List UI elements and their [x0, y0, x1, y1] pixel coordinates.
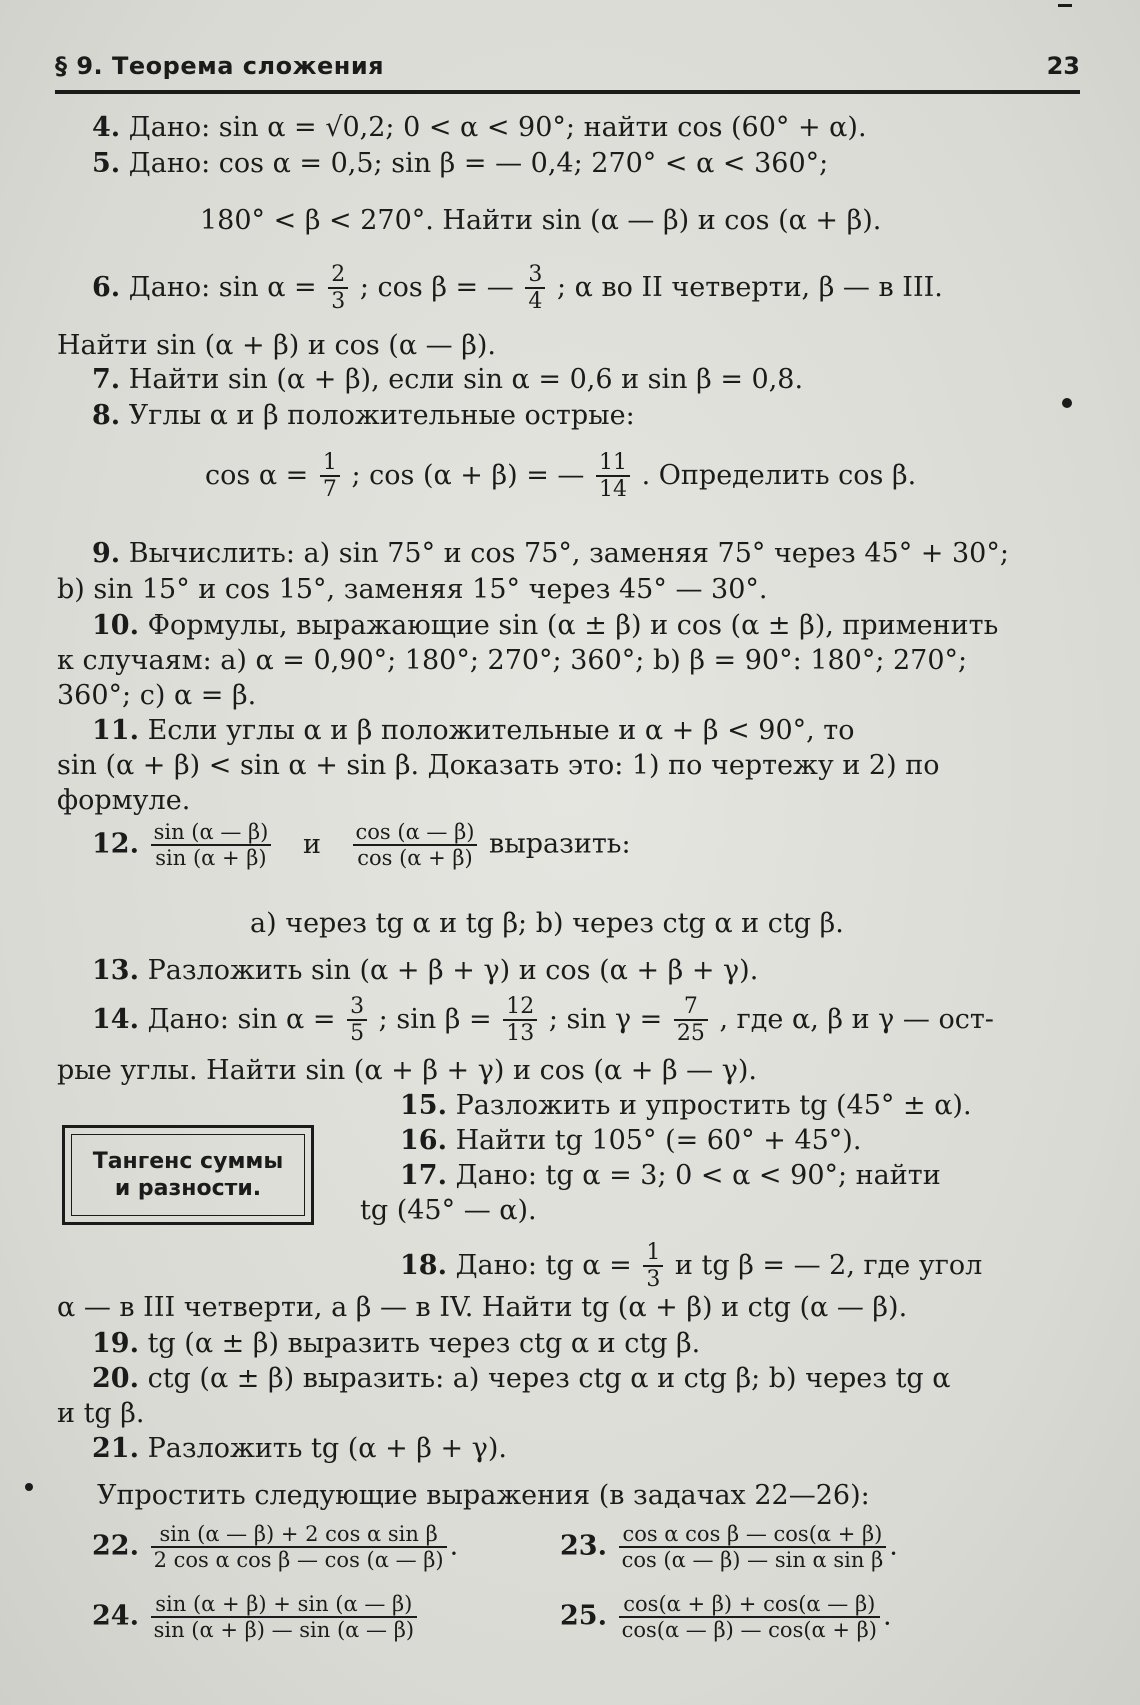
numerator: cos α cos β — cos(α + β) [619, 1522, 887, 1548]
problem-18-cont [57, 1292, 907, 1323]
problem-text: Упростить следующие выражения (в задачах 22—26): [97, 1480, 870, 1511]
problem-text: Разложить sin (α + β + γ) и cos (α + β + γ). [147, 955, 759, 986]
problem-text: ctg (α ± β) выразить: a) через ctg α и ctg β; b) через tg α [147, 1363, 951, 1394]
punctuation: . [889, 1530, 898, 1562]
fraction [643, 1240, 663, 1293]
problem-20-cont [57, 1398, 145, 1429]
problem-9-cont [57, 574, 767, 605]
problem-10-cont [57, 645, 967, 676]
problem-number: 16. [400, 1125, 447, 1156]
problem-10 [92, 610, 998, 641]
problem-text: 180° < β < 270°. Найти sin (α — β) и cos (α + β). [200, 205, 882, 236]
problem-12 [92, 820, 631, 870]
problem-text: Углы α и β положительные острые: [128, 400, 635, 431]
numerator: 11 [596, 450, 630, 477]
scan-speck [1058, 4, 1072, 7]
problem-text: α — в III четверти, а β — в IV. Найти tg (α + β) и ctg (α — β). [57, 1292, 908, 1323]
problem-text: Дано: sin α = [147, 1003, 336, 1035]
problem-text: Разложить и упростить tg (45° ± α). [455, 1090, 972, 1121]
denominator: 3 [646, 1267, 661, 1293]
problem-number: 24. [92, 1600, 139, 1632]
numerator: 3 [347, 994, 367, 1021]
margin-note-inner [71, 1134, 305, 1216]
denominator: 13 [506, 1021, 535, 1047]
fraction [328, 262, 348, 315]
problem-8-formula [205, 450, 916, 503]
denominator: 7 [322, 477, 337, 503]
denominator: 3 [331, 289, 346, 315]
fraction [347, 994, 367, 1047]
numerator: 3 [525, 262, 545, 289]
problem-text: sin (α + β) < sin α + sin β. Доказать это: 1) по чертежу и 2) по [57, 750, 940, 781]
problem-text: Дано: sin α = √0,2; 0 < α < 90°; найти cos (60° + α). [128, 112, 867, 143]
problem-18 [400, 1240, 982, 1293]
fraction [151, 1592, 417, 1642]
problem-8 [92, 400, 635, 431]
problem-text: Дано: tg α = [455, 1249, 632, 1281]
problem-text: tg (α ± β) выразить через ctg α и ctg β. [147, 1328, 701, 1359]
problem-11-cont [57, 750, 939, 781]
denominator: sin (α + β) [155, 846, 267, 871]
problem-21 [92, 1433, 507, 1464]
problem-4 [92, 112, 867, 143]
problem-22 [92, 1522, 458, 1572]
problem-9 [92, 538, 1009, 569]
problem-20 [92, 1363, 951, 1394]
denominator: sin (α + β) — sin (α — β) [153, 1618, 415, 1643]
instruction-22-26 [97, 1480, 870, 1511]
denominator: cos(α — β) — cos(α + β) [621, 1618, 878, 1643]
problem-text: и tg β. [57, 1398, 145, 1429]
denominator: 4 [528, 289, 543, 315]
problem-number: 21. [92, 1433, 139, 1464]
problem-text: Вычислить: a) sin 75° и cos 75°, заменяя 75° через 45° + 30°; [128, 538, 1009, 569]
problem-6-cont [57, 330, 496, 361]
fraction [674, 994, 708, 1047]
problem-text: рые углы. Найти sin (α + β + γ) и cos (α + β — γ). [57, 1055, 757, 1086]
problem-number: 13. [92, 955, 139, 986]
margin-note-line: Тангенс суммы [92, 1148, 284, 1174]
punctuation: . [449, 1530, 459, 1562]
fraction [596, 450, 630, 503]
problem-text: Дано: sin α = [128, 271, 317, 303]
numerator: 2 [328, 262, 348, 289]
denominator: 25 [676, 1021, 705, 1047]
problem-text: Дано: cos α = 0,5; sin β = — 0,4; 270° < α < 360°; [128, 148, 829, 179]
problem-text: Если углы α и β положительные и α + β < 90°, то [147, 715, 855, 746]
denominator: 14 [599, 477, 628, 503]
problem-16 [400, 1125, 861, 1156]
problem-14-cont [57, 1055, 757, 1086]
problem-number: 17. [400, 1160, 447, 1191]
fraction [151, 1522, 447, 1572]
numerator: sin (α — β) + 2 cos α sin β [151, 1522, 447, 1548]
page-number: 23 [1046, 52, 1080, 80]
problem-7 [92, 364, 803, 395]
numerator: cos (α — β) [353, 820, 478, 846]
fraction [525, 262, 545, 315]
scan-speck [1062, 398, 1072, 408]
fraction [320, 450, 340, 503]
problem-5-cont [200, 205, 881, 236]
problem-text: a) через tg α и tg β; b) через ctg α и ctg β. [250, 908, 844, 939]
problem-number: 25. [560, 1600, 607, 1632]
problem-17-cont [360, 1195, 537, 1226]
fraction [619, 1592, 880, 1642]
problem-number: 15. [400, 1090, 447, 1121]
problem-number: 22. [92, 1530, 139, 1562]
denominator: 2 cos α cos β — cos (α — β) [153, 1548, 444, 1573]
problem-text: Найти tg 105° (= 60° + 45°). [455, 1125, 862, 1156]
fraction [619, 1522, 887, 1572]
problem-5 [92, 148, 828, 179]
numerator: sin (α + β) + sin (α — β) [151, 1592, 417, 1618]
problem-text: 360°; c) α = β. [57, 680, 257, 711]
punctuation: . [883, 1600, 892, 1632]
problem-number: 14. [92, 1003, 139, 1035]
problem-24 [92, 1592, 420, 1642]
problem-number: 11. [92, 715, 139, 746]
problem-text: cos α = [205, 459, 309, 491]
problem-text: и tg β = — 2, где угол [674, 1249, 983, 1281]
problem-17 [400, 1160, 941, 1191]
fraction [151, 820, 272, 870]
problem-text: ; cos (α + β) = — [351, 459, 585, 491]
problem-number: 19. [92, 1328, 139, 1359]
problem-text: ; sin γ = [548, 1003, 663, 1035]
problem-19 [92, 1328, 700, 1359]
fraction [353, 820, 478, 870]
problem-number: 7. [92, 364, 121, 395]
problem-number: 18. [400, 1249, 447, 1281]
problem-text: b) sin 15° и cos 15°, заменяя 15° через 45° — 30°. [57, 574, 768, 605]
problem-number: 23. [560, 1530, 607, 1562]
problem-25 [560, 1592, 892, 1642]
problem-text: к случаям: a) α = 0,90°; 180°; 270°; 360°; b) β = 90°: 180°; 270°; [57, 645, 968, 676]
problem-6 [92, 262, 943, 315]
problem-text: . Определить cos β. [641, 459, 917, 491]
problem-number: 10. [92, 610, 139, 641]
numerator: 7 [674, 994, 708, 1021]
fraction [503, 994, 537, 1047]
problem-11 [92, 715, 855, 746]
margin-note-box [62, 1125, 314, 1225]
scan-speck [25, 1483, 33, 1491]
denominator: cos (α — β) — sin α sin β [621, 1548, 884, 1573]
denominator: cos (α + β) [357, 846, 473, 871]
problem-text: ; cos β = — [359, 271, 514, 303]
numerator: 1 [320, 450, 340, 477]
problem-number: 20. [92, 1363, 139, 1394]
problem-13 [92, 955, 758, 986]
problem-text: tg (45° — α). [360, 1195, 537, 1226]
problem-15 [400, 1090, 972, 1121]
problem-text: ; α во II четверти, β — в III. [556, 271, 943, 303]
section-title: § 9. Теорема сложения [55, 52, 385, 80]
problem-text: Найти sin (α + β) и cos (α — β). [57, 330, 496, 361]
problem-text: , где α, β и γ — ост- [719, 1003, 994, 1035]
margin-note-line: и разности. [114, 1176, 262, 1201]
problem-number: 12. [92, 828, 139, 860]
problem-text: Найти sin (α + β), если sin α = 0,6 и sin β = 0,8. [128, 364, 804, 395]
numerator: sin (α — β) [151, 820, 272, 846]
problem-number: 6. [92, 271, 121, 303]
problem-14 [92, 994, 994, 1047]
problem-number: 5. [92, 148, 121, 179]
problem-23 [560, 1522, 898, 1572]
numerator: cos(α + β) + cos(α — β) [619, 1592, 880, 1618]
page-header [55, 50, 1080, 94]
numerator: 1 [643, 1240, 663, 1267]
problem-number: 9. [92, 538, 121, 569]
problem-text: ; sin β = [378, 1003, 492, 1035]
problem-12-cont [250, 908, 844, 939]
denominator: 5 [350, 1021, 365, 1047]
problem-text: и [302, 828, 321, 860]
problem-text: выразить: [489, 828, 631, 860]
problem-10-cont2 [57, 680, 256, 711]
problem-number: 8. [92, 400, 121, 431]
problem-text: формуле. [57, 785, 191, 816]
problem-number: 4. [92, 112, 121, 143]
problem-text: Формулы, выражающие sin (α ± β) и cos (α ± β), применить [147, 610, 999, 641]
problem-text: Дано: tg α = 3; 0 < α < 90°; найти [455, 1160, 941, 1191]
problem-11-cont2 [57, 785, 190, 816]
numerator: 12 [503, 994, 537, 1021]
problem-text: Разложить tg (α + β + γ). [147, 1433, 507, 1464]
